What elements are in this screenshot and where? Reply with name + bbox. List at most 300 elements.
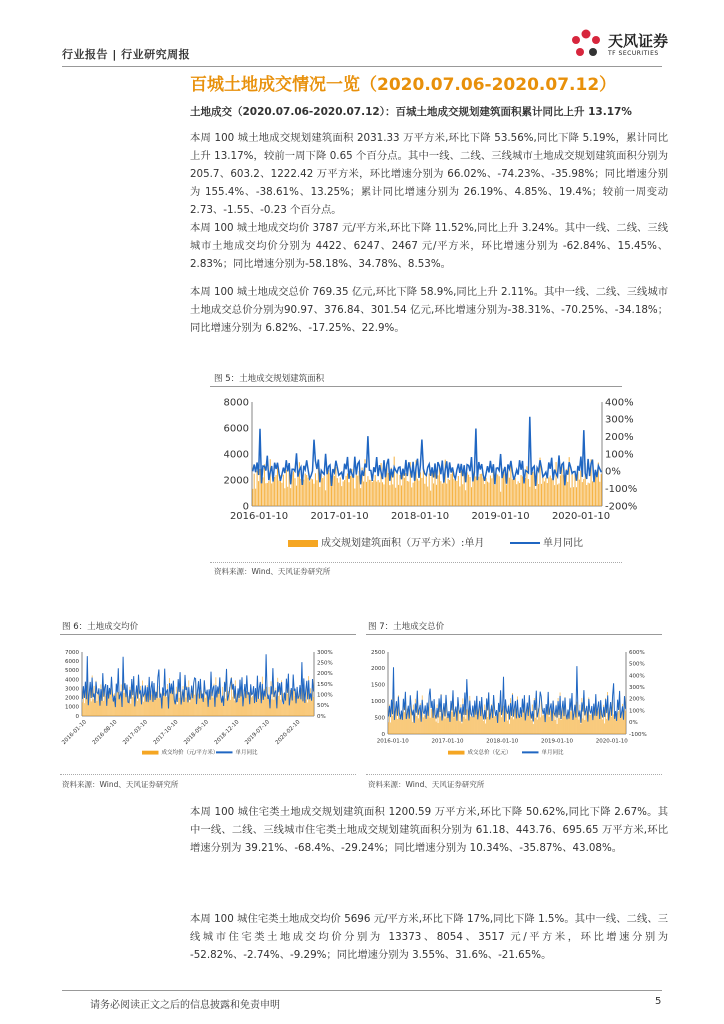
fig7-source: 资料来源：Wind、天风证券研究所 xyxy=(368,780,485,789)
fig7-bar xyxy=(442,719,443,734)
fig5-bar xyxy=(369,480,370,506)
fig5-x-tick: 2020-01-10 xyxy=(551,511,611,522)
fig5-bar xyxy=(593,480,594,506)
fig5-y-right-tick: 200% xyxy=(605,432,634,443)
fig5-bar xyxy=(315,473,316,506)
fig5-bar xyxy=(335,467,336,506)
fig7-bar xyxy=(608,720,609,734)
fig5-bar xyxy=(601,474,602,506)
fig6-bar xyxy=(211,692,212,716)
fig6-bar xyxy=(223,705,224,716)
fig7-bar xyxy=(397,719,398,734)
footer-divider xyxy=(62,990,662,991)
fig7-bar xyxy=(590,715,591,734)
fig6-bar xyxy=(261,702,262,716)
fig6-bar xyxy=(120,696,121,716)
summary-heading: 土地成交（2020.07.06-2020.07.12）：百城土地成交规划建筑面积累计同比上升 13.17% xyxy=(190,106,632,118)
fig5-bar xyxy=(311,479,312,506)
fig5-bar xyxy=(523,481,524,506)
fig7-y-right-tick: 600% xyxy=(629,649,645,656)
fig7-bar xyxy=(419,710,420,734)
fig5-bar xyxy=(484,484,485,506)
fig7-bar xyxy=(533,724,534,734)
fig5-bar xyxy=(286,470,287,506)
fig5-bar xyxy=(353,478,354,506)
fig6-bar xyxy=(125,691,126,716)
fig6-bar xyxy=(278,696,279,716)
fig7-bar xyxy=(484,704,485,734)
fig5-bar xyxy=(293,471,294,506)
fig5-bar xyxy=(347,473,348,506)
fig7-bar xyxy=(475,712,476,734)
fig7-bar xyxy=(547,711,548,734)
fig6-legend-bar-swatch xyxy=(142,751,159,755)
fig6-bar xyxy=(198,694,199,716)
fig6-bar xyxy=(129,702,130,716)
fig6-bar xyxy=(171,690,172,716)
fig5-bar xyxy=(556,462,557,506)
fig7-bar xyxy=(511,717,512,734)
fig5-bar xyxy=(442,484,443,506)
fig7-bar xyxy=(625,711,626,734)
fig5-bar xyxy=(350,476,351,506)
fig6-bar xyxy=(234,700,235,716)
fig7-bar xyxy=(414,723,415,734)
fig6-y-left-tick: 6000 xyxy=(65,658,79,665)
fig6-x-tick: 2017-03-10 xyxy=(122,719,150,747)
fig5-bar xyxy=(338,483,339,506)
fig7-bar xyxy=(501,717,502,734)
fig5-bar xyxy=(372,482,373,506)
fig7-bar xyxy=(559,718,560,734)
fig5-bar xyxy=(376,482,377,506)
fig7-x-tick: 2020-01-10 xyxy=(595,738,628,745)
fig7-bar xyxy=(472,716,473,734)
fig7-bar xyxy=(470,717,471,734)
fig5-bar xyxy=(260,469,261,506)
fig5-y-right-tick: 100% xyxy=(605,449,634,461)
fig5-x-tick: 2019-01-10 xyxy=(471,511,530,522)
fig7-bar xyxy=(412,722,413,734)
fig7-bar xyxy=(399,718,400,734)
fig5-bar xyxy=(554,485,555,506)
fig7-y-right-tick: 500% xyxy=(629,661,645,668)
fig5-bar xyxy=(509,478,510,506)
fig7-bar xyxy=(423,717,424,734)
fig5-bar xyxy=(252,489,253,506)
fig5-bar xyxy=(455,477,456,506)
fig5-bar xyxy=(499,476,500,506)
fig5-bar xyxy=(494,485,495,506)
fig7-bar xyxy=(506,710,507,734)
fig5-bar xyxy=(408,482,409,506)
fig6-y-left-tick: 0 xyxy=(75,713,79,720)
fig6-bar xyxy=(266,687,267,716)
fig5-bar xyxy=(488,483,489,506)
fig5-title: 图 5：土地成交规划建筑面积 xyxy=(214,374,325,384)
fig5-bar xyxy=(394,457,395,506)
fig6-bar xyxy=(110,694,111,716)
fig5-bar xyxy=(548,477,549,506)
page-number: 5 xyxy=(655,996,662,1007)
fig6-bar xyxy=(225,699,226,716)
fig6-bar xyxy=(298,697,299,716)
fig6-bar xyxy=(103,701,104,716)
fig5-bar xyxy=(331,483,332,506)
fig6-bar xyxy=(164,693,165,716)
fig7-bar xyxy=(473,718,474,734)
fig5-bar xyxy=(261,483,262,506)
fig7-bar xyxy=(549,717,550,734)
fig6-y-right-tick: 300% xyxy=(317,649,333,656)
fig7-bar xyxy=(521,718,522,734)
fig6-bar xyxy=(184,700,185,716)
fig5-bar xyxy=(542,474,543,506)
fig6-bar xyxy=(97,701,98,716)
fig6-legend-line-label: 单月同比 xyxy=(235,750,258,756)
fig5-bar xyxy=(360,488,361,506)
fig6-y-right-tick: 150% xyxy=(317,681,333,688)
fig5-bar xyxy=(513,480,514,506)
fig7-bar xyxy=(424,714,425,734)
fig5-bar xyxy=(271,483,272,506)
fig6-bar xyxy=(177,704,178,716)
fig5-bar xyxy=(480,474,481,506)
fig6-bar xyxy=(188,701,189,716)
fig5-y-right-tick: 300% xyxy=(605,414,634,426)
fig5-bar xyxy=(397,473,398,506)
fig5-bar xyxy=(370,480,371,506)
fig5-bar xyxy=(580,471,581,506)
fig7-bottom-rule xyxy=(366,774,662,775)
fig5-legend-line-label: 单月同比 xyxy=(543,538,583,549)
fig6-bar xyxy=(219,688,220,716)
fig5-bar xyxy=(567,482,568,506)
fig7-legend-bar-label: 成交总价（亿元） xyxy=(467,750,512,756)
fig7-bar xyxy=(416,716,417,734)
fig5-bar xyxy=(572,472,573,506)
fig5-bar xyxy=(547,483,548,506)
fig6-bar xyxy=(93,699,94,716)
fig7-bar xyxy=(452,712,453,734)
fig7-bar xyxy=(492,718,493,734)
fig7-bar xyxy=(604,723,605,734)
fig5-bar xyxy=(420,472,421,506)
fig5-bar xyxy=(313,484,314,506)
paragraph-residential-area: 本周 100 城住宅类土地成交规划建筑面积 1200.59 万平方米,环比下降 50.62%,同比下降 2.67%。其中一线、二线、三线城市住宅类土地成交规划建筑面积分别为 61.18、443.76、695.65 万平方米,环比增速分别为 39.21%、-68.4%、-29.24%；同比增速分别为 10.34%、-35.87%、43.08%。 xyxy=(190,806,668,854)
fig6-bar xyxy=(146,699,147,716)
fig7-bar xyxy=(528,716,529,734)
fig5-bar xyxy=(273,479,274,506)
fig7-bar xyxy=(579,720,580,734)
fig7-y-right-tick: -100% xyxy=(629,731,647,738)
fig5-bar xyxy=(392,484,393,506)
fig7-legend-bar-swatch xyxy=(448,751,465,755)
fig6-bar xyxy=(86,696,87,716)
fig6-bar xyxy=(246,697,247,716)
fig5-legend-bar-swatch xyxy=(288,540,318,547)
fig6-y-left-tick: 3000 xyxy=(65,686,79,693)
fig7-y-right-tick: 400% xyxy=(629,673,645,680)
fig7-bar xyxy=(611,717,612,734)
fig5-bar xyxy=(300,479,301,506)
fig6-bar xyxy=(239,699,240,716)
fig5-y-right-tick: 400% xyxy=(605,397,634,409)
fig6-bar xyxy=(132,697,133,716)
fig5-bar xyxy=(340,477,341,506)
fig5-bar xyxy=(487,482,488,506)
fig5-bar xyxy=(497,475,498,506)
fig5-bar xyxy=(290,488,291,506)
fig7-bar xyxy=(618,711,619,734)
fig6-bar xyxy=(268,699,269,716)
fig5-y-left-tick: 8000 xyxy=(223,397,249,409)
fig5-bar xyxy=(367,476,368,506)
fig7-bar xyxy=(431,709,432,734)
fig5-bar xyxy=(451,474,452,506)
fig6-bar xyxy=(305,700,306,716)
fig7-bar xyxy=(404,712,405,734)
fig6-bar xyxy=(124,693,125,716)
fig7-bar xyxy=(507,721,508,734)
fig5-bar xyxy=(382,482,383,506)
fig5-bar xyxy=(334,476,335,506)
fig5-bar xyxy=(426,473,427,506)
fig5-bar xyxy=(346,476,347,506)
fig5-bar xyxy=(337,478,338,506)
fig5-y-left-tick: 6000 xyxy=(223,423,249,435)
fig5-bar xyxy=(529,487,530,506)
fig6-y-right-tick: 200% xyxy=(317,671,333,678)
fig6-bar xyxy=(117,691,118,716)
fig5-bar xyxy=(375,475,376,506)
fig7-y-right-tick: 100% xyxy=(629,708,645,715)
fig6-bar xyxy=(287,694,288,716)
fig5-bar xyxy=(456,481,457,506)
fig7-chart xyxy=(366,646,666,758)
fig7-bar xyxy=(388,722,389,734)
fig5-bar xyxy=(429,474,430,506)
fig5-bar xyxy=(413,483,414,506)
fig5-bar xyxy=(500,492,501,506)
fig6-bar xyxy=(251,697,252,716)
section-title: 百城土地成交情况一览（2020.07.06-2020.07.12） xyxy=(190,75,617,95)
fig6-bar xyxy=(199,697,200,716)
fig6-bar xyxy=(259,699,260,716)
fig5-bar xyxy=(398,485,399,506)
fig7-bar xyxy=(620,716,621,734)
fig6-bar xyxy=(301,699,302,716)
fig5-bar xyxy=(535,489,536,506)
fig5-bar xyxy=(486,478,487,506)
fig6-bar xyxy=(152,695,153,716)
fig5-bar xyxy=(583,479,584,506)
fig7-bar xyxy=(557,724,558,734)
fig5-bar xyxy=(306,475,307,506)
fig5-bar xyxy=(582,482,583,506)
fig5-bar xyxy=(401,486,402,506)
fig5-bar xyxy=(309,481,310,506)
fig5-bar xyxy=(452,468,453,506)
fig6-bar xyxy=(159,695,160,716)
fig7-bar xyxy=(520,715,521,734)
fig5-bar xyxy=(400,475,401,506)
fig5-bar xyxy=(521,475,522,506)
fig6-bar xyxy=(189,702,190,716)
fig5-bar xyxy=(592,481,593,506)
fig5-bar xyxy=(545,478,546,506)
fig6-x-tick: 2018-12-10 xyxy=(213,719,241,747)
fig5-bar xyxy=(312,479,313,506)
fig6-y-left-tick: 5000 xyxy=(65,668,79,675)
fig5-bar xyxy=(402,473,403,506)
fig7-bar xyxy=(522,710,523,734)
fig6-y-left-tick: 2000 xyxy=(65,695,79,702)
fig7-bar xyxy=(499,712,500,734)
fig7-bar xyxy=(495,714,496,734)
fig6-bar xyxy=(246,691,247,716)
fig6-x-tick: 2016-01-10 xyxy=(61,719,89,747)
fig5-bar xyxy=(458,476,459,506)
fig5-bar xyxy=(388,473,389,506)
fig5-bar xyxy=(475,476,476,506)
logo-mark-icon xyxy=(568,28,604,62)
fig5-bar xyxy=(525,478,526,506)
fig6-bar xyxy=(272,699,273,716)
fig6-bar xyxy=(206,696,207,716)
fig7-bar xyxy=(392,716,393,734)
fig5-bar xyxy=(512,479,513,506)
fig5-bar xyxy=(446,484,447,506)
fig5-bar xyxy=(564,483,565,506)
fig6-bar xyxy=(245,693,246,716)
fig5-bar xyxy=(262,477,263,506)
fig6-x-tick: 2017-10-10 xyxy=(152,719,180,747)
fig5-bar xyxy=(586,485,587,506)
fig7-bar xyxy=(425,715,426,734)
fig5-bar xyxy=(281,483,282,506)
fig5-bar xyxy=(477,480,478,506)
fig7-bar xyxy=(535,718,536,734)
fig7-bar xyxy=(464,717,465,734)
fig7-bar xyxy=(406,718,407,734)
fig5-bar xyxy=(274,477,275,506)
fig6-y-right-tick: 100% xyxy=(317,692,333,699)
fig5-bar xyxy=(305,474,306,506)
fig7-bar xyxy=(518,716,519,734)
fig5-bar xyxy=(277,465,278,506)
fig6-bar xyxy=(170,694,171,716)
fig5-bar xyxy=(297,474,298,506)
fig6-bar xyxy=(282,704,283,716)
fig5-bar xyxy=(465,490,466,506)
fig5-chart xyxy=(210,388,638,554)
fig5-bar xyxy=(544,481,545,506)
fig5-legend-bar-label: 成交规划建筑面积（万平方米）:单月 xyxy=(321,538,485,549)
fig7-bar xyxy=(485,724,486,734)
fig5-bar xyxy=(518,481,519,506)
fig5-bar xyxy=(327,469,328,506)
fig6-bar xyxy=(91,701,92,716)
fig6-bar xyxy=(159,698,160,716)
fig7-bar xyxy=(532,705,533,734)
fig5-bar xyxy=(481,474,482,506)
fig5-bar xyxy=(341,486,342,506)
fig7-bar xyxy=(459,710,460,734)
fig6-x-tick: 2019-07-10 xyxy=(244,719,272,747)
fig7-bar xyxy=(583,718,584,734)
fig5-y-left-tick: 4000 xyxy=(223,449,249,461)
fig7-bar xyxy=(483,721,484,734)
fig7-bar xyxy=(426,718,427,734)
header-divider xyxy=(62,66,662,67)
fig5-bar xyxy=(295,478,296,506)
fig5-bar xyxy=(427,487,428,506)
fig5-bar xyxy=(414,480,415,506)
fig7-bar xyxy=(402,718,403,734)
fig5-bar xyxy=(440,481,441,506)
fig6-bar xyxy=(274,700,275,716)
fig6-bar xyxy=(241,694,242,716)
fig5-bar xyxy=(405,473,406,506)
fig5-bar xyxy=(325,490,326,506)
fig6-bar xyxy=(139,698,140,716)
fig7-bar xyxy=(564,717,565,734)
fig7-title: 图 7：土地成交总价 xyxy=(368,622,445,632)
fig7-y-left-tick: 2500 xyxy=(371,649,385,656)
fig6-bar xyxy=(280,700,281,716)
fig5-bar xyxy=(395,488,396,506)
fig7-bar xyxy=(438,723,439,734)
fig6-y-right-tick: 250% xyxy=(317,660,333,667)
fig5-bar xyxy=(316,480,317,506)
fig5-bar xyxy=(449,480,450,506)
fig5-bar xyxy=(551,478,552,506)
fig6-bar xyxy=(235,680,236,716)
fig5-bar xyxy=(424,484,425,506)
fig5-bar xyxy=(532,472,533,506)
fig7-bar xyxy=(394,718,395,734)
fig7-y-left-tick: 1000 xyxy=(371,699,385,706)
fig7-bar xyxy=(447,717,448,734)
fig6-bar xyxy=(307,703,308,716)
fig7-bar xyxy=(468,718,469,734)
fig7-top-rule xyxy=(366,634,662,635)
fig5-bar xyxy=(284,488,285,506)
fig5-bar xyxy=(278,481,279,506)
fig5-bar xyxy=(344,480,345,506)
fig5-bar xyxy=(411,487,412,506)
fig5-bar xyxy=(478,477,479,506)
fig7-y-right-tick: 200% xyxy=(629,696,645,703)
fig5-bar xyxy=(308,478,309,506)
fig5-bar xyxy=(570,488,571,506)
fig7-bar xyxy=(581,724,582,734)
fig7-bar xyxy=(489,719,490,734)
fig5-bar xyxy=(491,478,492,506)
fig7-bar xyxy=(568,714,569,734)
fig5-bar xyxy=(296,486,297,506)
fig5-bar xyxy=(579,480,580,506)
fig5-bar xyxy=(538,484,539,506)
fig6-bar xyxy=(143,702,144,716)
fig7-y-right-tick: 300% xyxy=(629,684,645,691)
fig7-bar xyxy=(555,720,556,734)
fig7-bar xyxy=(460,721,461,734)
fig6-bar xyxy=(172,694,173,716)
fig5-bar xyxy=(519,483,520,506)
fig7-x-tick: 2017-01-10 xyxy=(431,738,464,745)
